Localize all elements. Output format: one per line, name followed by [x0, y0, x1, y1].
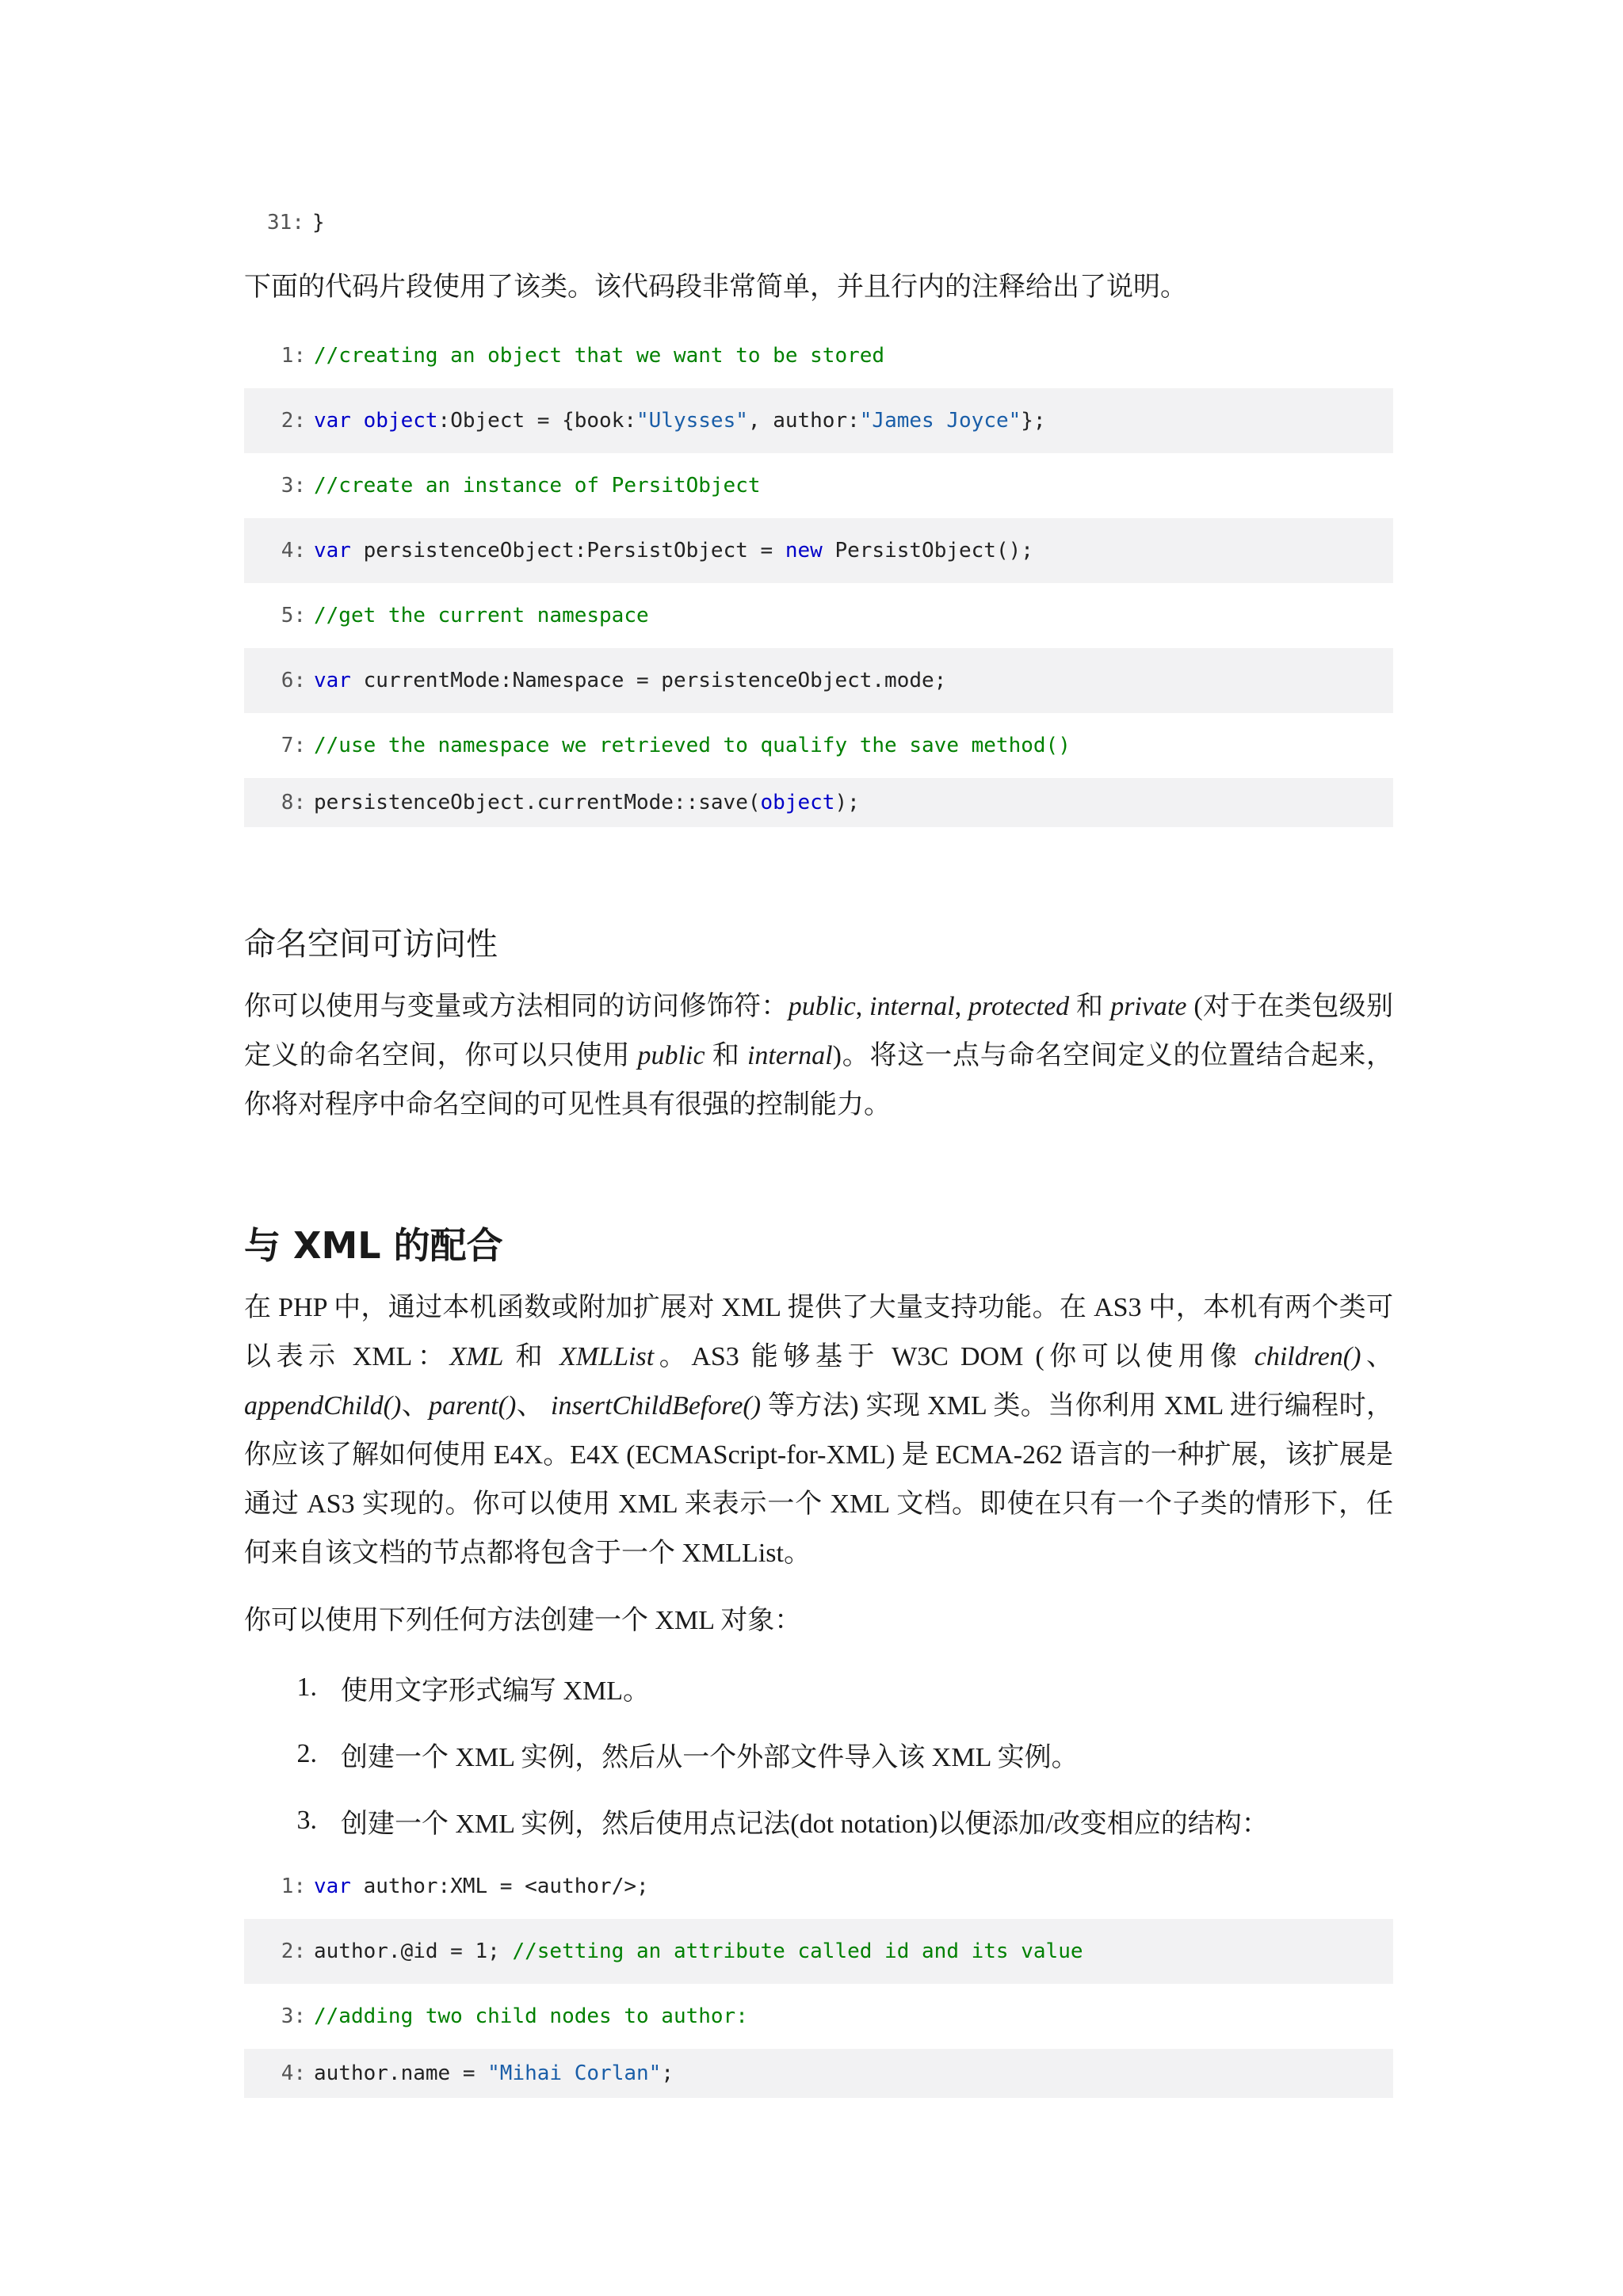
code-line-1 — [244, 1854, 1393, 1919]
text: 你可以使用与变量或方法相同的访问修饰符： — [244, 992, 789, 1021]
code-text: author.@id = 1; — [314, 1939, 513, 1963]
text: 、 — [1361, 1342, 1394, 1371]
code-keyword: var — [314, 1875, 351, 1898]
list-number: 2. — [296, 1739, 317, 1768]
list-number: 3. — [296, 1806, 317, 1835]
xml-create-paragraph: 你可以使用下列任何方法创建一个 XML 对象： — [244, 1606, 802, 1635]
text: 、 — [516, 1391, 552, 1421]
line-number: 3: — [281, 2004, 306, 2028]
code-identifier: object — [760, 791, 835, 814]
modifier: public — [788, 992, 856, 1021]
code-line-7 — [244, 713, 1393, 778]
modifier: internal — [747, 1041, 833, 1070]
list-item — [244, 1721, 1393, 1787]
code-line-3 — [244, 453, 1393, 518]
line-number: 4: — [281, 2061, 306, 2085]
modifier: public — [637, 1041, 705, 1070]
code-line-1 — [244, 323, 1393, 388]
modifier: private — [1110, 992, 1187, 1021]
namespace-accessibility-paragraph — [244, 982, 1393, 1130]
method-name: appendChild() — [244, 1391, 402, 1421]
code-comment: //creating an object that we want to be stored — [314, 344, 885, 368]
code-keyword: var — [314, 409, 351, 433]
code-line-4 — [244, 2049, 1393, 2098]
code-text: ); — [834, 791, 860, 814]
method-name: parent() — [429, 1391, 517, 1421]
list-text: 使用文字形式编写 XML。 — [341, 1676, 651, 1706]
code-block-xml — [244, 1854, 1393, 2098]
code-line-8 — [244, 778, 1393, 827]
code-text: author.name = — [314, 2061, 488, 2085]
code-space — [351, 409, 364, 433]
text: , — [855, 992, 870, 1021]
code-keyword: var — [314, 669, 351, 692]
code-string: "Ulysses" — [636, 409, 748, 433]
text: )。将这一点与命名空间定义的位置结合起来，你将对程序中命名空间的可见性具有很强的控制能力。 — [244, 1041, 1394, 1119]
code-text: persistenceObject.currentMode::save( — [314, 791, 761, 814]
code-keyword: var — [314, 539, 351, 563]
code-comment: //adding two child nodes to author: — [314, 2004, 748, 2028]
code-text: ; — [661, 2061, 674, 2085]
list-item — [244, 1787, 1393, 1854]
text: 在 PHP 中，通过本机函数或附加扩展对 XML 提供了大量支持功能。在 AS3 中，本机有两个类可以表示 XML： — [244, 1293, 1393, 1371]
text: (对于在类包级别定义的命名空间，你可以只使用 — [244, 992, 1394, 1070]
code-string: "James Joyce" — [859, 409, 1022, 433]
code-text: persistenceObject:PersistObject = — [350, 539, 785, 563]
code-text: author:XML = <author/>; — [350, 1875, 649, 1898]
method-name: insertChildBefore() — [551, 1391, 762, 1421]
line-number: 31: — [267, 211, 304, 235]
xml-intro-paragraph — [244, 1283, 1393, 1578]
code-text: , author: — [747, 409, 860, 433]
modifier: internal — [869, 992, 955, 1021]
code-identifier: object — [363, 409, 438, 433]
text: , — [954, 992, 969, 1021]
code-comment: //setting an attribute called id and its value — [512, 1939, 1083, 1963]
class-name: XML — [449, 1342, 504, 1371]
text: 。AS3 能够基于 W3C DOM (你可以使用像 — [654, 1342, 1254, 1371]
list-text: 创建一个 XML 实例，然后从一个外部文件导入该 XML 实例。 — [341, 1742, 1079, 1772]
list-text: 创建一个 XML 实例，然后使用点记法(dot notation)以便添加/改变相应的结构： — [341, 1809, 1269, 1839]
list-number: 1. — [296, 1672, 317, 1702]
text: 、 — [401, 1391, 430, 1421]
line-number: 3: — [281, 474, 306, 498]
line-number: 5: — [281, 604, 306, 627]
class-name: XMLList — [559, 1342, 655, 1371]
code-text: :Object = {book: — [437, 409, 636, 433]
code-line-4 — [244, 518, 1393, 583]
code-line-3 — [244, 1984, 1393, 2049]
code-text: currentMode:Namespace = persistenceObject.mode; — [350, 669, 947, 692]
code-line-5 — [244, 583, 1393, 648]
line-number: 1: — [281, 1875, 306, 1898]
line-number: 1: — [281, 344, 306, 368]
code-line-2 — [244, 1919, 1393, 1984]
list-item — [244, 1654, 1393, 1721]
modifier: protected — [968, 992, 1070, 1021]
code-string: "Mihai Corlan" — [487, 2061, 662, 2085]
line-number: 6: — [281, 669, 306, 692]
code-comment: //get the current namespace — [314, 604, 649, 627]
line-number: 2: — [281, 1939, 306, 1963]
text: 和 — [705, 1041, 747, 1070]
intro-paragraph: 下面的代码片段使用了该类。该代码段非常简单，并且行内的注释给出了说明。 — [244, 273, 1187, 302]
code-block-tail — [244, 190, 1393, 255]
code-line — [244, 190, 1393, 255]
xml-create-methods-list — [244, 1654, 1393, 1854]
section-heading-xml: 与 XML 的配合 — [244, 1224, 503, 1267]
line-number: 4: — [281, 539, 306, 563]
code-text: } — [312, 211, 325, 235]
code-line-2 — [244, 388, 1393, 453]
section-heading-namespace-accessibility: 命名空间可访问性 — [244, 926, 498, 963]
code-comment: //create an instance of PersitObject — [314, 474, 761, 498]
code-comment: //use the namespace we retrieved to qualify the save method() — [314, 734, 1071, 757]
text: 等方法) 实现 XML 类。当你利用 XML 进行编程时，你应该了解如何使用 E4X。E4X (ECMAScript-for-XML) 是 ECMA-262 语言的一种扩展，该扩展是通过 AS3 实现的。你可以使用 XML 来表示一个 XML 文档。即使在只有一个子类的情形下，任何来自该文档的节点都将包含于一个 XMLList。 — [244, 1391, 1394, 1568]
code-block-usage — [244, 323, 1393, 827]
code-text: PersistObject(); — [822, 539, 1033, 563]
method-name: children() — [1254, 1342, 1361, 1371]
code-keyword: new — [785, 539, 823, 563]
code-text: }; — [1021, 409, 1046, 433]
line-number: 8: — [281, 791, 306, 814]
line-number: 7: — [281, 734, 306, 757]
text: 和 — [1069, 992, 1111, 1021]
code-line-6 — [244, 648, 1393, 713]
text: 和 — [503, 1342, 560, 1371]
line-number: 2: — [281, 409, 306, 433]
